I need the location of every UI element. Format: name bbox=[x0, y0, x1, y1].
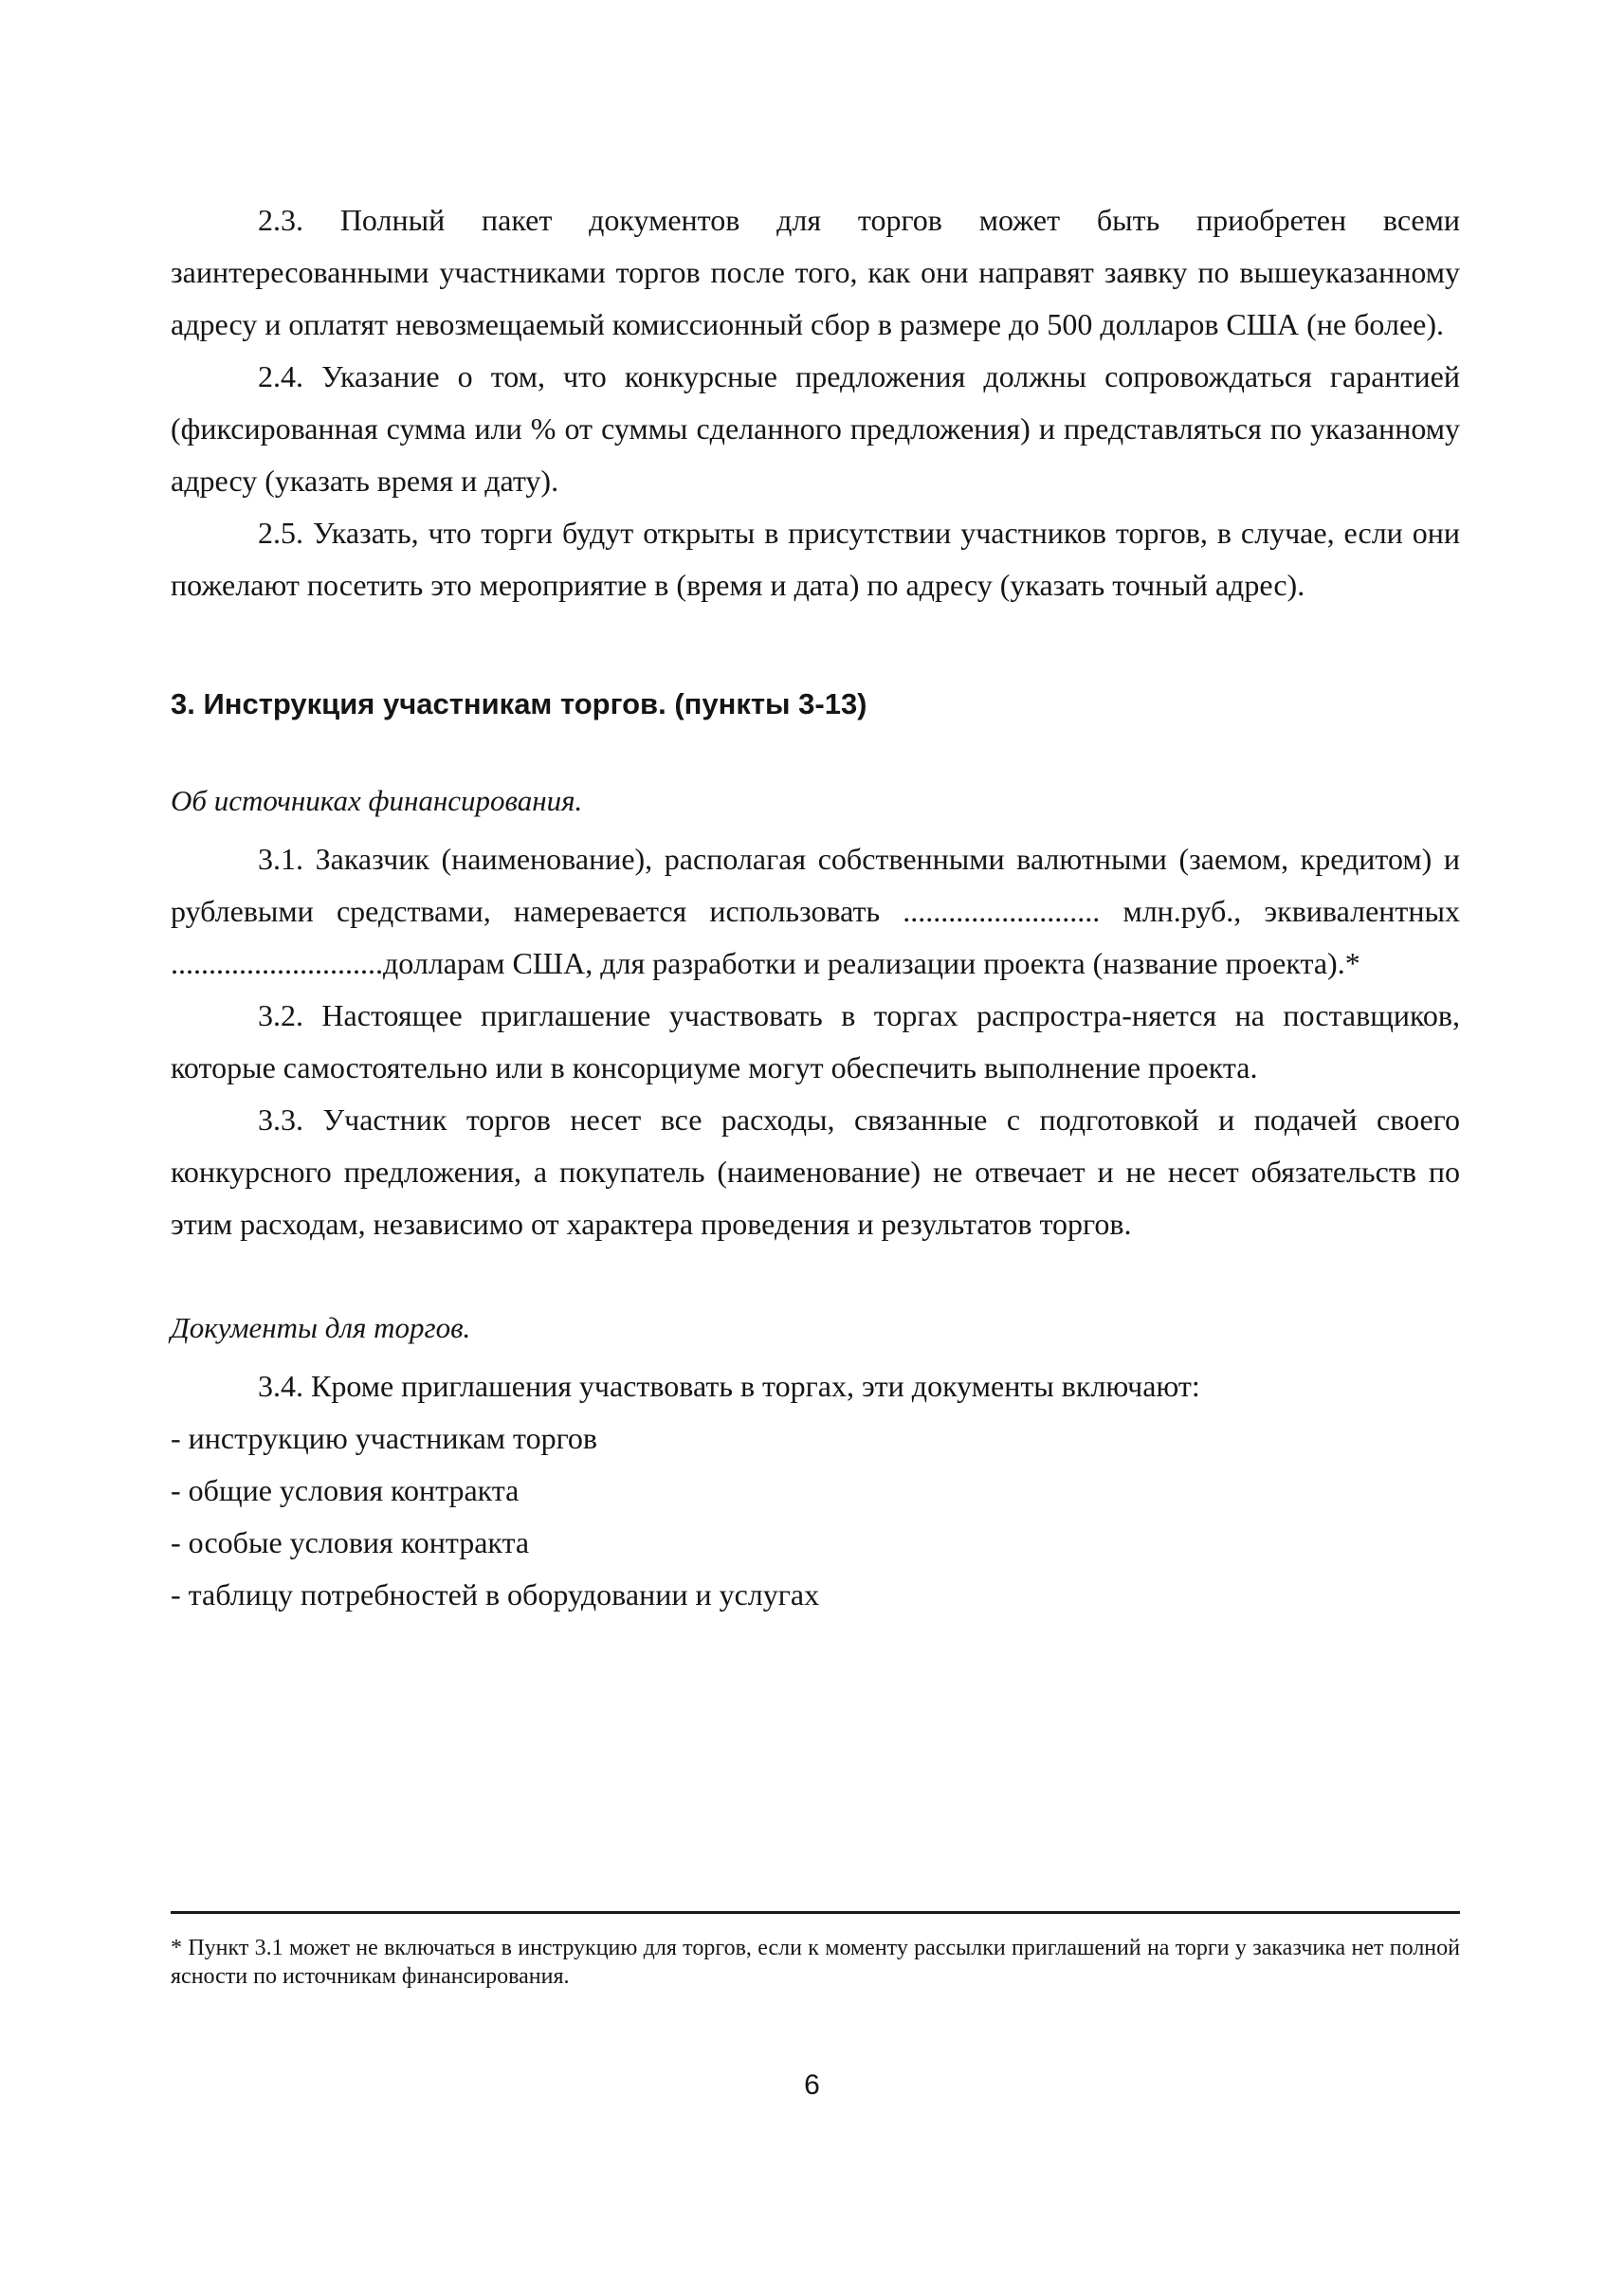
financing-subheading: Об источниках финансирования. bbox=[171, 784, 583, 817]
paragraph-3-4: 3.4. Кроме приглашения участвовать в торгах, эти документы включают: bbox=[258, 1369, 1200, 1403]
paragraph-3-3: 3.3. Участник торгов несет все расходы, связанные с подготовкой и подачей своего конкурсного предложения, а покупатель (наименование) не отвечает и не несет обязательств по этим расходам, независимо от характера проведения и результатов торгов. bbox=[171, 1102, 1460, 1241]
paragraph-2-3: 2.3. Полный пакет документов для торгов может быть приобретен всеми заинтересованными участниками торгов после того, как они направят заявку по вышеуказанному адресу и оплатят невозмещаемый комиссионный сбор в размере до 500 долларов США (не более). bbox=[171, 203, 1460, 341]
paragraph-3-2: 3.2. Настоящее приглашение участвовать в торгах распростра-няется на поставщиков, которые самостоятельно или в консорциуме могут обеспечить выполнение проекта. bbox=[171, 998, 1460, 1084]
paragraph-2-5: 2.5. Указать, что торги будут открыты в присутствии участников торгов, в случае, если они пожелают посетить это мероприятие в (время и дата) по адресу (указать точный адрес). bbox=[171, 516, 1460, 602]
footnote: * Пункт 3.1 может не включаться в инструкцию для торгов, если к моменту рассылки приглашений на торги у заказчика нет полной ясности по источникам финансирования. bbox=[171, 1936, 1460, 1989]
documents-subheading: Документы для торгов. bbox=[171, 1311, 471, 1344]
page-content bbox=[171, 194, 1460, 1621]
section-3-heading: 3. Инструкция участникам торгов. (пункты 3-13) bbox=[171, 687, 867, 720]
list-item: - инструкцию участникам торгов bbox=[171, 1421, 598, 1455]
paragraph-2-4: 2.4. Указание о том, что конкурсные предложения должны сопровождаться гарантией (фиксированная сумма или % от суммы сделанного предложения) и представляться по указанному адресу (указать время и дату). bbox=[171, 359, 1460, 498]
paragraph-3-1: 3.1. Заказчик (наименование), располагая собственными валютными (заемом, кредитом) и рублевыми средствами, намеревается использовать .......................... млн.руб., эквивалентных ............................долларам США, для разработки и реализации проекта (название проекта).* bbox=[171, 842, 1460, 980]
page-number: 6 bbox=[804, 2069, 820, 2101]
list-item: - таблицу потребностей в оборудовании и услугах bbox=[171, 1577, 820, 1612]
list-item: - общие условия контракта bbox=[171, 1473, 520, 1507]
documents-list bbox=[171, 1412, 1460, 1621]
footnote-divider bbox=[171, 1911, 1460, 1914]
list-item: - особые условия контракта bbox=[171, 1525, 530, 1559]
